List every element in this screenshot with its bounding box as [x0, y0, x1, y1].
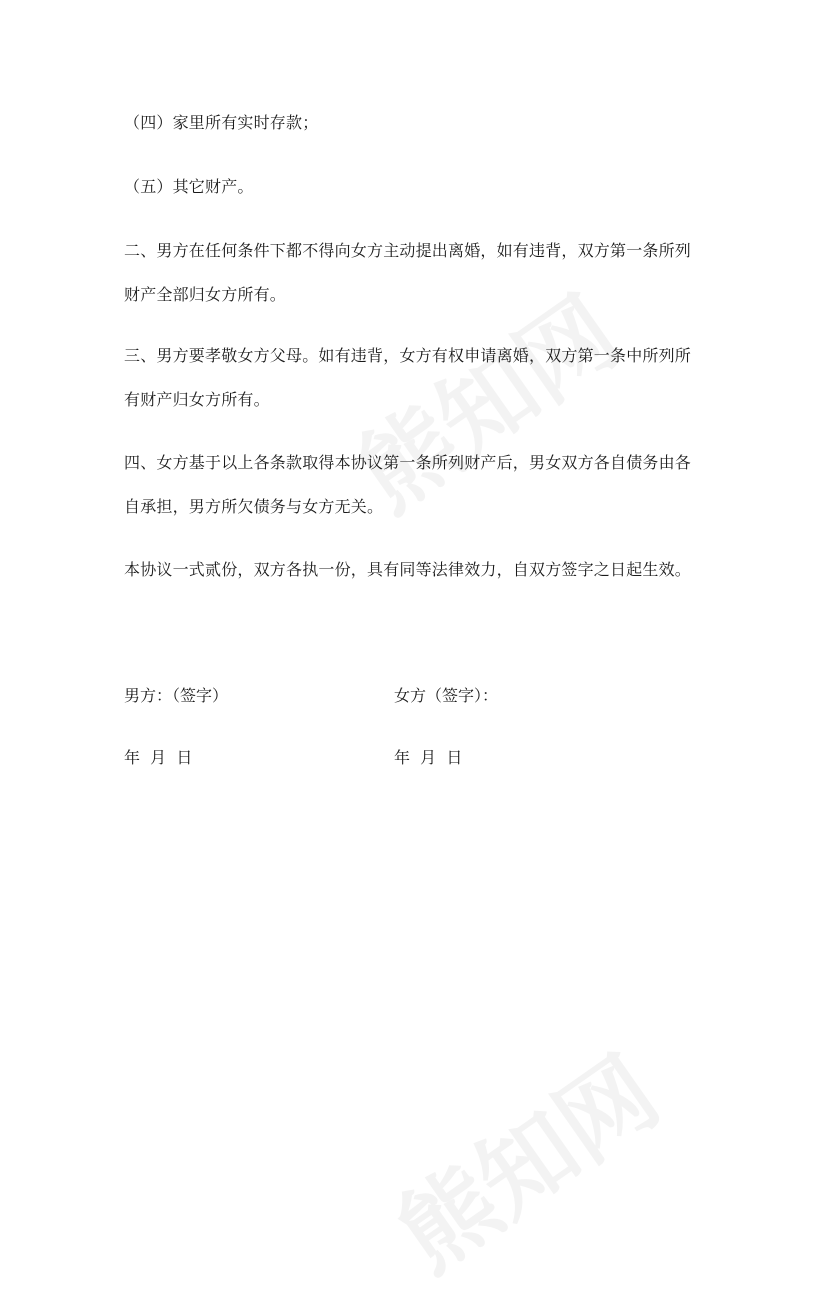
clause-line: （五）其它财产。	[124, 177, 254, 196]
clause-line: 自承担，男方所欠债务与女方无关。	[124, 497, 384, 516]
clause-line: 四、女方基于以上各条款取得本协议第一条所列财产后，男女双方各自债务由各	[124, 453, 692, 472]
female-signature-label: 女方（签字）：	[394, 686, 499, 705]
clause-line: 本协议一式贰份，双方各执一份，具有同等法律效力，自双方签字之日起生效。	[124, 560, 692, 579]
clause-line: 财产全部归女方所有。	[124, 285, 287, 304]
watermark	[367, 1020, 681, 1297]
male-date: 年 月 日	[124, 748, 193, 767]
female-date: 年 月 日	[394, 748, 463, 767]
clause-line: 有财产归女方所有。	[124, 390, 270, 409]
clause-line: 二、男方在任何条件下都不得向女方主动提出离婚，如有违背，双方第一条所列	[124, 241, 692, 260]
clause-line: 三、男方要孝敬女方父母。如有违背，女方有权申请离婚，双方第一条中所列所	[124, 346, 692, 365]
watermark	[327, 260, 641, 537]
male-signature-label: 男方：（签字）	[124, 686, 229, 705]
clause-line: （四）家里所有实时存款；	[124, 113, 319, 132]
